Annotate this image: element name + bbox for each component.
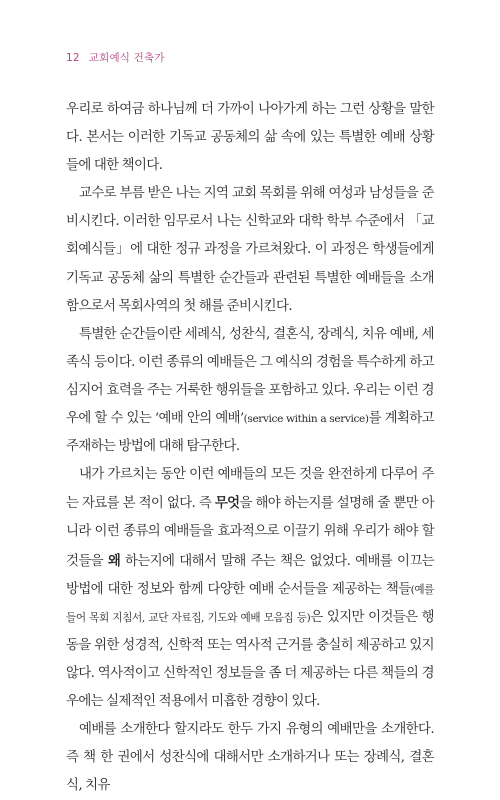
paragraph-2: 교수로 부름 받은 나는 지역 교회 목회를 위해 여성과 남성들을 준비시킨다. 이러한 임무로서 나는 신학교와 대학 학부 수준에서 「교회예식들」에 대한 정규 과정을 가르쳐왔다. 이 과정은 학생들에게 기독교 공동체 삶의 특별한 순간들과 관련된 특별한 예배들을 소개함으로서 목회사역의 첫 해를 준비시킨다. [66, 186, 434, 314]
paragraph-4-text-4: 은 있지만 이것들은 행동을 위한 성경적, 신학적 또는 역사적 근거를 충실히 제공하고 있지 않다. 역사적이고 신학적인 정보들을 좀 더 제공하는 다른 책들의 경우에는 실제적인 적용에서 미흡한 경향이 있다. [66, 609, 434, 709]
paragraph-3-text-2: 를 계획하고 주재하는 방법에 대해 탐구한다. [66, 411, 434, 455]
paragraph-4-text-2: 을 해야 하는지를 설명해 줄 뿐만 아니라 이런 종류의 예배들을 효과적으로 이끌기 위해 우리가 해야 할 것들을 [66, 496, 434, 569]
paragraph-4-text-3: 하는지에 대해서 말해 주는 책은 없었다. 예배를 이끄는 방법에 대한 정보와 함께 다양한 예배 순서들을 제공하는 책들 [66, 553, 434, 597]
paragraph-3-text-1: 특별한 순간들이란 세례식, 성찬식, 결혼식, 장례식, 치유 예배, 세족식 등이다. 이런 종류의 예배들은 그 예식의 경험을 특수하게 하고 심지어 효력을 주는 거룩한 행위들을 포함하고 있다. 우리는 이런 경우에 할 수 있는 ‘예배 안의 예배’ [66, 326, 434, 427]
paragraph-4-parenthetical: (예를 들어 목회 지침서, 교단 자료집, 기도와 예배 모음집 등) [66, 583, 434, 624]
running-head [66, 50, 165, 65]
paragraph-4-emphasis-why: 왜 [107, 552, 121, 569]
paragraph-4-emphasis-what: 무엇 [214, 495, 240, 512]
paragraph-3 [66, 321, 434, 461]
page-number: 12 [66, 52, 80, 64]
paragraph-4-text-1: 내가 가르치는 동안 이런 예배들의 모든 것을 완전하게 다루어 주는 자료를 본 적이 없다. 즉 [66, 467, 434, 512]
book-title: 교회예식 건축가 [88, 52, 165, 64]
paragraph-1: 우리로 하여금 하나님께 더 가까이 나아가게 하는 그런 상황을 말한다. 본서는 이러한 기독교 공동체의 삶 속에 있는 특별한 예배 상황들에 대한 책이다. [66, 102, 434, 174]
paragraph-4 [66, 461, 434, 716]
body-text [66, 96, 434, 800]
paragraph-3-english-gloss: (service within a service) [243, 413, 369, 426]
paragraph-5: 예배를 소개한다 할지라도 한두 가지 유형의 예배만을 소개한다. 즉 책 한 권에서 성찬식에 대해서만 소개하거나 또는 장례식, 결혼식, 치유 [66, 722, 434, 794]
